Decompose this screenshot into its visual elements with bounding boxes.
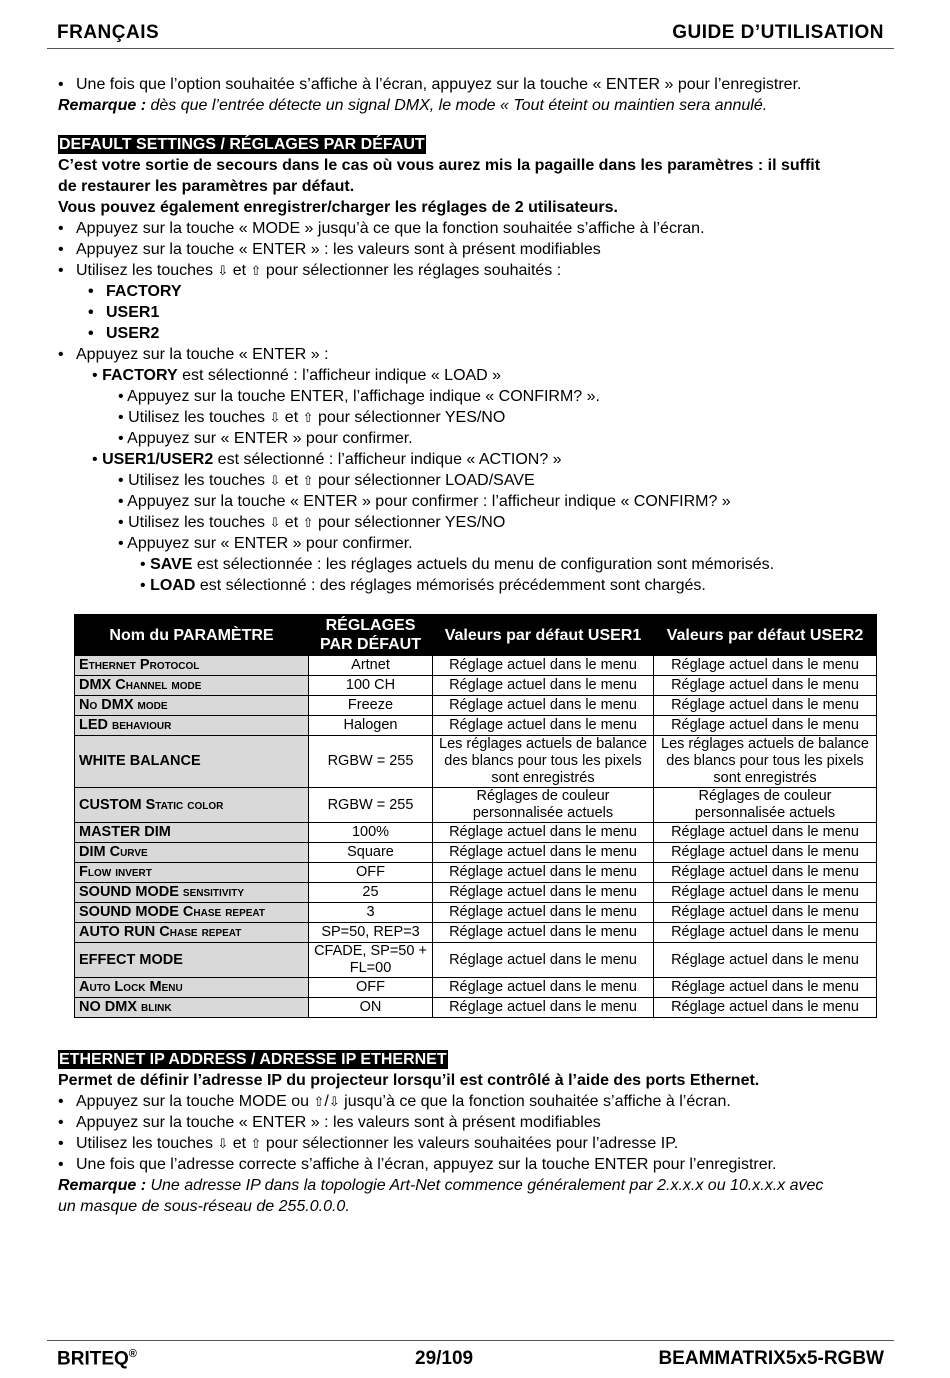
table-cell: OFF bbox=[309, 863, 433, 883]
list-item: • Appuyez sur la touche « MODE » jusqu’à ce que la fonction souhaitée s’affiche à l’écran. bbox=[58, 220, 705, 237]
table-row bbox=[75, 696, 877, 716]
bullet-icon: • bbox=[58, 241, 64, 258]
list-item: • Appuyez sur la touche « ENTER » : bbox=[58, 346, 329, 363]
arrow-down-icon: ⇩ bbox=[269, 473, 281, 488]
remark-continued: un masque de sous-réseau de 255.0.0.0. bbox=[58, 1198, 350, 1215]
list-item-user: • USER1/USER2 est sélectionné : l’afficheur indique « ACTION? » bbox=[92, 451, 562, 468]
default-settings-table bbox=[74, 614, 877, 1018]
table-row bbox=[75, 883, 877, 903]
list-item: • Une fois que l’option souhaitée s’affiche à l’écran, appuyez sur la touche « ENTER » pour l’enregistrer. bbox=[58, 76, 802, 93]
parameter-name-cell: MASTER DIM bbox=[75, 823, 309, 843]
bullet-icon: • bbox=[58, 1114, 64, 1131]
table-cell: Réglage actuel dans le menu bbox=[433, 863, 654, 883]
column-header: Nom du PARAMÈTRE bbox=[75, 615, 309, 656]
arrow-down-icon: ⇩ bbox=[269, 515, 281, 530]
section-title-default-settings: DEFAULT SETTINGS / RÉGLAGES PAR DÉFAUT bbox=[59, 136, 425, 153]
table-cell: Réglage actuel dans le menu bbox=[433, 843, 654, 863]
bullet-icon: • bbox=[140, 577, 146, 594]
remark: Remarque : Une adresse IP dans la topologie Art-Net commence généralement par 2.x.x.x ou 10.x.x.x avec bbox=[58, 1177, 824, 1194]
arrow-up-icon: ⇧ bbox=[313, 1094, 325, 1109]
table-cell: Réglage actuel dans le menu bbox=[433, 823, 654, 843]
table-cell: Réglage actuel dans le menu bbox=[654, 998, 877, 1018]
table-cell: OFF bbox=[309, 978, 433, 998]
table-row bbox=[75, 823, 877, 843]
table-row bbox=[75, 863, 877, 883]
brand-name: BRITEQ® bbox=[57, 1348, 137, 1370]
table-row bbox=[75, 736, 877, 788]
table-row bbox=[75, 716, 877, 736]
ethernet-section bbox=[58, 1046, 898, 1217]
table-cell: 100 CH bbox=[309, 676, 433, 696]
bullet-icon: • bbox=[118, 493, 124, 510]
parameter-name-cell: DIM Curve bbox=[75, 843, 309, 863]
table-cell: 3 bbox=[309, 903, 433, 923]
list-item: • Utilisez les touches ⇩ et ⇧ pour sélectionner YES/NO bbox=[118, 409, 506, 426]
table-row bbox=[75, 978, 877, 998]
arrow-down-icon: ⇩ bbox=[269, 410, 281, 425]
table-cell: Réglage actuel dans le menu bbox=[654, 978, 877, 998]
section-description: de restaurer les paramètres par défaut. bbox=[58, 178, 355, 195]
parameter-name-cell: Flow invert bbox=[75, 863, 309, 883]
parameter-name-cell: LED behaviour bbox=[75, 716, 309, 736]
list-item: • Appuyez sur « ENTER » pour confirmer. bbox=[118, 535, 413, 552]
section-description: Permet de définir l’adresse IP du projecteur lorsqu’il est contrôlé à l’aide des ports Ethernet. bbox=[58, 1072, 760, 1089]
table-cell: Réglage actuel dans le menu bbox=[654, 696, 877, 716]
bullet-icon: • bbox=[92, 367, 98, 384]
bullet-icon: • bbox=[58, 1093, 64, 1110]
table-cell: Square bbox=[309, 843, 433, 863]
arrow-down-icon: ⇩ bbox=[328, 1094, 340, 1109]
table-cell: ON bbox=[309, 998, 433, 1018]
table-cell: Réglage actuel dans le menu bbox=[654, 883, 877, 903]
list-item: • Appuyez sur la touche « ENTER » pour confirmer : l’afficheur indique « CONFIRM? » bbox=[118, 493, 731, 510]
page-header bbox=[47, 20, 894, 49]
bullet-icon: • bbox=[88, 304, 94, 321]
table-row bbox=[75, 788, 877, 823]
bullet-icon: • bbox=[58, 1135, 64, 1152]
table-cell: Freeze bbox=[309, 696, 433, 716]
table-row bbox=[75, 843, 877, 863]
list-item: • Une fois que l’adresse correcte s’affiche à l’écran, appuyez sur la touche ENTER pour l’enregistrer. bbox=[58, 1156, 777, 1173]
bullet-icon: • bbox=[58, 76, 64, 93]
table-cell: Réglage actuel dans le menu bbox=[654, 903, 877, 923]
table-cell: Halogen bbox=[309, 716, 433, 736]
parameter-name-cell: DMX Channel mode bbox=[75, 676, 309, 696]
bullet-icon: • bbox=[58, 220, 64, 237]
table-cell: Réglage actuel dans le menu bbox=[433, 903, 654, 923]
table-cell: Réglage actuel dans le menu bbox=[433, 696, 654, 716]
arrow-down-icon: ⇩ bbox=[217, 263, 229, 278]
bullet-icon: • bbox=[58, 1156, 64, 1173]
list-item-save: • SAVE est sélectionnée : les réglages actuels du menu de configuration sont mémorisés. bbox=[140, 556, 775, 573]
table-cell: RGBW = 255 bbox=[309, 736, 433, 788]
arrow-up-icon: ⇧ bbox=[250, 1136, 262, 1151]
option-item: • FACTORY bbox=[88, 283, 182, 300]
parameter-name-cell: WHITE BALANCE bbox=[75, 736, 309, 788]
bullet-icon: • bbox=[118, 514, 124, 531]
table-cell: Réglage actuel dans le menu bbox=[654, 923, 877, 943]
table-cell: Réglage actuel dans le menu bbox=[433, 656, 654, 676]
table-row bbox=[75, 943, 877, 978]
table-cell: 100% bbox=[309, 823, 433, 843]
table-body bbox=[75, 656, 877, 1018]
parameter-name-cell: EFFECT MODE bbox=[75, 943, 309, 978]
list-item: • Appuyez sur la touche « ENTER » : les valeurs sont à présent modifiables bbox=[58, 1114, 601, 1131]
column-header: Valeurs par défaut USER2 bbox=[654, 615, 877, 656]
bullet-icon: • bbox=[58, 346, 64, 363]
list-item: • Appuyez sur la touche ENTER, l’affichage indique « CONFIRM? ». bbox=[118, 388, 600, 405]
table-row bbox=[75, 656, 877, 676]
table-row bbox=[75, 923, 877, 943]
parameter-name-cell: CUSTOM Static color bbox=[75, 788, 309, 823]
table-cell: CFADE, SP=50 + FL=00 bbox=[309, 943, 433, 978]
remark: Remarque : dès que l’entrée détecte un signal DMX, le mode « Tout éteint ou maintien sera annulé. bbox=[58, 97, 768, 114]
page-content bbox=[58, 74, 898, 596]
table-cell: Réglage actuel dans le menu bbox=[654, 676, 877, 696]
table-row bbox=[75, 676, 877, 696]
list-item: • Utilisez les touches ⇩ et ⇧ pour sélectionner les réglages souhaités : bbox=[58, 262, 562, 279]
header-language: FRANÇAIS bbox=[57, 22, 160, 43]
table-cell: Réglage actuel dans le menu bbox=[433, 716, 654, 736]
parameter-name-cell: SOUND MODE sensitivity bbox=[75, 883, 309, 903]
parameter-name-cell: SOUND MODE Chase repeat bbox=[75, 903, 309, 923]
parameter-name-cell: No DMX mode bbox=[75, 696, 309, 716]
table-cell: Réglage actuel dans le menu bbox=[433, 676, 654, 696]
table-row bbox=[75, 998, 877, 1018]
list-item-factory: • FACTORY est sélectionné : l’afficheur indique « LOAD » bbox=[92, 367, 502, 384]
bullet-icon: • bbox=[92, 451, 98, 468]
bullet-icon: • bbox=[118, 535, 124, 552]
table-cell: Réglage actuel dans le menu bbox=[654, 943, 877, 978]
table-cell: Réglage actuel dans le menu bbox=[433, 883, 654, 903]
list-item: • Appuyez sur la touche « ENTER » : les valeurs sont à présent modifiables bbox=[58, 241, 601, 258]
parameter-name-cell: Ethernet Protocol bbox=[75, 656, 309, 676]
table-cell: Réglage actuel dans le menu bbox=[433, 923, 654, 943]
section-description: Vous pouvez également enregistrer/charger les réglages de 2 utilisateurs. bbox=[58, 199, 618, 216]
list-item-load: • LOAD est sélectionné : des réglages mémorisés précédemment sont chargés. bbox=[140, 577, 706, 594]
table-cell: Réglages de couleur personnalisée actuels bbox=[433, 788, 654, 823]
list-item: • Utilisez les touches ⇩ et ⇧ pour sélectionner YES/NO bbox=[118, 514, 506, 531]
list-item: • Appuyez sur la touche MODE ou ⇧/⇩ jusqu’à ce que la fonction souhaitée s’affiche à l’écran. bbox=[58, 1093, 731, 1110]
table-cell: Réglage actuel dans le menu bbox=[433, 998, 654, 1018]
table-cell: Réglage actuel dans le menu bbox=[433, 943, 654, 978]
table-cell: Réglage actuel dans le menu bbox=[654, 863, 877, 883]
section-description: C’est votre sortie de secours dans le cas où vous aurez mis la pagaille dans les paramètres : il suffit bbox=[58, 157, 821, 174]
page-number: 29/109 bbox=[415, 1348, 474, 1369]
table-cell: 25 bbox=[309, 883, 433, 903]
table-cell: Les réglages actuels de balance des blancs pour tous les pixels sont enregistrés bbox=[654, 736, 877, 788]
arrow-up-icon: ⇧ bbox=[302, 515, 314, 530]
table-header-row bbox=[75, 615, 877, 656]
table-cell: RGBW = 255 bbox=[309, 788, 433, 823]
table-cell: Artnet bbox=[309, 656, 433, 676]
list-item: • Utilisez les touches ⇩ et ⇧ pour sélectionner LOAD/SAVE bbox=[118, 472, 535, 489]
parameter-name-cell: AUTO RUN Chase repeat bbox=[75, 923, 309, 943]
option-item: • USER1 bbox=[88, 304, 160, 321]
list-item: • Utilisez les touches ⇩ et ⇧ pour sélectionner les valeurs souhaitées pour l’adresse IP. bbox=[58, 1135, 679, 1152]
parameter-name-cell: Auto Lock Menu bbox=[75, 978, 309, 998]
column-header: Valeurs par défaut USER1 bbox=[433, 615, 654, 656]
arrow-up-icon: ⇧ bbox=[250, 263, 262, 278]
arrow-up-icon: ⇧ bbox=[302, 410, 314, 425]
bullet-icon: • bbox=[118, 472, 124, 489]
table-cell: Réglages de couleur personnalisée actuels bbox=[654, 788, 877, 823]
table-cell: Les réglages actuels de balance des blancs pour tous les pixels sont enregistrés bbox=[433, 736, 654, 788]
bullet-icon: • bbox=[140, 556, 146, 573]
list-item: • Appuyez sur « ENTER » pour confirmer. bbox=[118, 430, 413, 447]
arrow-down-icon: ⇩ bbox=[217, 1136, 229, 1151]
header-guide-title: GUIDE D’UTILISATION bbox=[672, 22, 884, 43]
table-cell: Réglage actuel dans le menu bbox=[654, 716, 877, 736]
table-cell: SP=50, REP=3 bbox=[309, 923, 433, 943]
option-item: • USER2 bbox=[88, 325, 160, 342]
bullet-icon: • bbox=[88, 325, 94, 342]
table-cell: Réglage actuel dans le menu bbox=[654, 823, 877, 843]
bullet-icon: • bbox=[88, 283, 94, 300]
bullet-icon: • bbox=[118, 409, 124, 426]
column-header: RÉGLAGES PAR DÉFAUT bbox=[309, 615, 433, 656]
model-name: BEAMMATRIX5x5-RGBW bbox=[658, 1348, 884, 1369]
table-row bbox=[75, 903, 877, 923]
table-cell: Réglage actuel dans le menu bbox=[654, 843, 877, 863]
bullet-icon: • bbox=[118, 388, 124, 405]
parameter-name-cell: NO DMX blink bbox=[75, 998, 309, 1018]
bullet-icon: • bbox=[58, 262, 64, 279]
section-title-ethernet: ETHERNET IP ADDRESS / ADRESSE IP ETHERNET bbox=[59, 1051, 447, 1068]
table-cell: Réglage actuel dans le menu bbox=[654, 656, 877, 676]
page-footer bbox=[47, 1340, 894, 1377]
table-cell: Réglage actuel dans le menu bbox=[433, 978, 654, 998]
bullet-icon: • bbox=[118, 430, 124, 447]
arrow-up-icon: ⇧ bbox=[302, 473, 314, 488]
